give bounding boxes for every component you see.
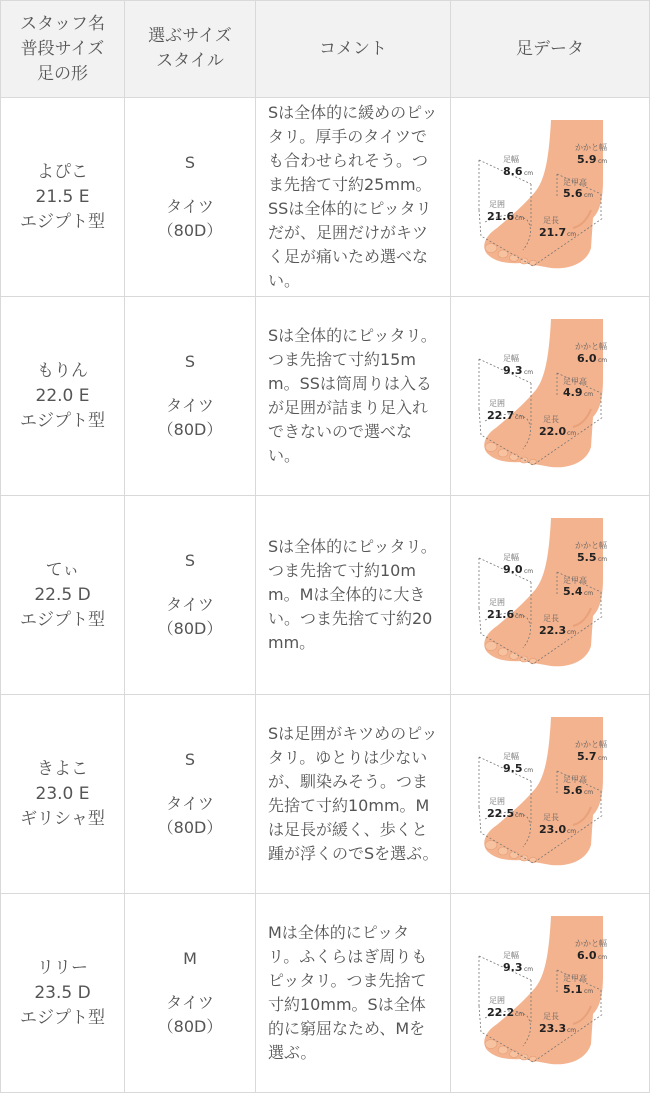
unit-length: cm bbox=[567, 828, 577, 835]
unit-heel: cm bbox=[598, 158, 608, 165]
toe-icon bbox=[485, 1040, 497, 1049]
toe-icon bbox=[530, 1056, 537, 1062]
unit-width: cm bbox=[524, 767, 534, 774]
foot-data-cell bbox=[451, 98, 650, 297]
toe-icon bbox=[485, 244, 497, 253]
usual-size: 22.0 E bbox=[35, 385, 90, 406]
size-cell bbox=[125, 894, 256, 1093]
toe-icon bbox=[530, 260, 537, 266]
value-instep: 4.9 bbox=[563, 386, 583, 399]
value-heel: 6.0 bbox=[577, 949, 597, 962]
foot-diagram bbox=[451, 695, 649, 893]
size-cell bbox=[125, 496, 256, 695]
comment-cell bbox=[256, 894, 451, 1093]
label-length: 足長 bbox=[543, 813, 559, 822]
label-instep: 足甲高 bbox=[563, 576, 587, 585]
unit-girth: cm bbox=[515, 215, 525, 222]
value-heel: 6.0 bbox=[577, 352, 597, 365]
value-heel: 5.9 bbox=[577, 153, 597, 166]
unit-heel: cm bbox=[598, 556, 608, 563]
foot-diagram bbox=[451, 98, 649, 296]
label-length: 足長 bbox=[543, 415, 559, 424]
table-row bbox=[1, 98, 650, 297]
chosen-size: S bbox=[184, 153, 196, 172]
unit-width: cm bbox=[524, 966, 534, 973]
label-heel: かかと幅 bbox=[575, 143, 607, 152]
toe-icon bbox=[510, 852, 519, 859]
value-girth: 22.5 bbox=[487, 807, 515, 820]
foot-shape: エジプト型 bbox=[20, 609, 105, 630]
label-length: 足長 bbox=[543, 1012, 559, 1021]
style-denier: （80D） bbox=[157, 619, 223, 638]
toe-icon bbox=[485, 443, 497, 452]
value-length: 22.0 bbox=[539, 425, 567, 438]
label-heel: かかと幅 bbox=[575, 541, 607, 550]
label-heel: かかと幅 bbox=[575, 740, 607, 749]
label-instep: 足甲高 bbox=[563, 775, 587, 784]
label-girth: 足囲 bbox=[489, 200, 505, 209]
toe-icon bbox=[530, 857, 537, 863]
header-size bbox=[125, 1, 256, 98]
toe-icon bbox=[510, 255, 519, 262]
value-instep: 5.6 bbox=[563, 187, 583, 200]
toe-icon bbox=[530, 459, 537, 465]
comment-cell bbox=[256, 98, 451, 297]
style-name: タイツ bbox=[166, 595, 214, 614]
comment-text: Sは全体的にピッタリ。つま先捨て寸約15mm。SSは筒周りは入るが足囲が詰まり足入れできないので選べない。 bbox=[268, 326, 437, 465]
staff-name: てぃ bbox=[45, 559, 80, 580]
comment-cell bbox=[256, 695, 451, 894]
staff-cell bbox=[1, 98, 125, 297]
label-girth: 足囲 bbox=[489, 996, 505, 1005]
toe-icon bbox=[485, 841, 497, 850]
comment-cell bbox=[256, 496, 451, 695]
foot-data-cell bbox=[451, 297, 650, 496]
chosen-size: S bbox=[184, 750, 196, 769]
label-instep: 足甲高 bbox=[563, 377, 587, 386]
size-cell bbox=[125, 695, 256, 894]
label-instep: 足甲高 bbox=[563, 974, 587, 983]
chosen-size: S bbox=[184, 551, 196, 570]
value-girth: 22.7 bbox=[487, 409, 515, 422]
label-length: 足長 bbox=[543, 216, 559, 225]
unit-length: cm bbox=[567, 629, 577, 636]
usual-size: 21.5 E bbox=[35, 186, 90, 207]
label-width: 足幅 bbox=[503, 951, 519, 960]
label-heel: かかと幅 bbox=[575, 939, 607, 948]
unit-width: cm bbox=[524, 170, 534, 177]
unit-girth: cm bbox=[515, 613, 525, 620]
header-size-line: スタイル bbox=[156, 51, 224, 71]
toe-icon bbox=[510, 1051, 519, 1058]
style-name: タイツ bbox=[166, 396, 214, 415]
header-comment: コメント bbox=[256, 1, 451, 98]
unit-width: cm bbox=[524, 568, 534, 575]
comment-cell bbox=[256, 297, 451, 496]
header-staff-line: 普段サイズ bbox=[20, 38, 105, 59]
label-girth: 足囲 bbox=[489, 797, 505, 806]
table-row bbox=[1, 894, 650, 1093]
style-name: タイツ bbox=[166, 794, 214, 813]
value-girth: 21.6 bbox=[487, 210, 515, 223]
label-length: 足長 bbox=[543, 614, 559, 623]
usual-size: 23.5 D bbox=[34, 982, 91, 1003]
comment-text: Sは全体的にピッタリ。つま先捨て寸約10mm。Mは全体的に大きい。つま先捨て寸約20mm。 bbox=[268, 537, 437, 652]
foot-diagram bbox=[451, 496, 649, 694]
label-width: 足幅 bbox=[503, 752, 519, 761]
style-denier: （80D） bbox=[157, 1017, 223, 1036]
toe-icon bbox=[498, 250, 508, 258]
value-length: 21.7 bbox=[539, 226, 567, 239]
header-size-line: 選ぶサイズ bbox=[148, 26, 232, 46]
label-girth: 足囲 bbox=[489, 598, 505, 607]
unit-instep: cm bbox=[584, 988, 594, 995]
toe-icon bbox=[498, 648, 508, 656]
size-cell bbox=[125, 297, 256, 496]
label-heel: かかと幅 bbox=[575, 342, 607, 351]
style-denier: （80D） bbox=[157, 420, 223, 439]
chosen-size: S bbox=[184, 352, 196, 371]
size-cell bbox=[125, 98, 256, 297]
label-girth: 足囲 bbox=[489, 399, 505, 408]
unit-instep: cm bbox=[584, 590, 594, 597]
style-name: タイツ bbox=[166, 993, 214, 1012]
chosen-size: M bbox=[183, 949, 197, 968]
foot-data-cell bbox=[451, 695, 650, 894]
toe-icon bbox=[485, 642, 497, 651]
value-width: 9.0 bbox=[503, 563, 523, 576]
staff-cell bbox=[1, 297, 125, 496]
unit-girth: cm bbox=[515, 414, 525, 421]
value-instep: 5.4 bbox=[563, 585, 583, 598]
staff-name: きよこ bbox=[37, 758, 88, 779]
toe-icon bbox=[510, 454, 519, 461]
unit-instep: cm bbox=[584, 391, 594, 398]
table-row bbox=[1, 496, 650, 695]
unit-length: cm bbox=[567, 231, 577, 238]
toe-icon bbox=[498, 847, 508, 855]
usual-size: 22.5 D bbox=[34, 584, 91, 605]
label-width: 足幅 bbox=[503, 354, 519, 363]
unit-length: cm bbox=[567, 1027, 577, 1034]
foot-diagram bbox=[451, 894, 649, 1092]
value-length: 23.3 bbox=[539, 1022, 567, 1035]
comment-text: Mは全体的にピッタリ。ふくらはぎ周りもピッタリ。つま先捨て寸約10mm。Sは全体的に窮屈なため、Mを選ぶ。 bbox=[268, 923, 428, 1062]
staff-name: リリー bbox=[37, 957, 88, 978]
staff-name: よぴこ bbox=[37, 161, 88, 182]
table-header-row bbox=[1, 1, 650, 98]
style-denier: （80D） bbox=[157, 221, 223, 240]
foot-diagram bbox=[451, 297, 649, 495]
staff-cell bbox=[1, 496, 125, 695]
foot-data-cell bbox=[451, 894, 650, 1093]
staff-cell bbox=[1, 894, 125, 1093]
unit-girth: cm bbox=[515, 1011, 525, 1018]
value-width: 9.3 bbox=[503, 364, 523, 377]
style-denier: （80D） bbox=[157, 818, 223, 837]
value-heel: 5.7 bbox=[577, 750, 597, 763]
staff-name: もりん bbox=[37, 360, 88, 381]
foot-data-cell bbox=[451, 496, 650, 695]
foot-shape: エジプト型 bbox=[20, 211, 105, 232]
toe-icon bbox=[530, 658, 537, 664]
value-width: 8.6 bbox=[503, 165, 523, 178]
style-name: タイツ bbox=[166, 197, 214, 216]
table-row bbox=[1, 695, 650, 894]
staff-cell bbox=[1, 695, 125, 894]
foot-shape: エジプト型 bbox=[20, 410, 105, 431]
toe-icon bbox=[510, 653, 519, 660]
usual-size: 23.0 E bbox=[35, 783, 90, 804]
unit-heel: cm bbox=[598, 954, 608, 961]
unit-heel: cm bbox=[598, 357, 608, 364]
unit-heel: cm bbox=[598, 755, 608, 762]
foot-shape: エジプト型 bbox=[20, 1007, 105, 1028]
value-heel: 5.5 bbox=[577, 551, 597, 564]
value-instep: 5.6 bbox=[563, 784, 583, 797]
toe-icon bbox=[498, 449, 508, 457]
header-staff-line: 足の形 bbox=[37, 63, 88, 84]
label-width: 足幅 bbox=[503, 155, 519, 164]
comment-text: Sは全体的に緩めのピッタリ。厚手のタイツでも合わせられそう。つま先捨て寸約25mm。SSは全体的にピッタリだが、足囲だけがキツく足が痛いため選べない。 bbox=[268, 103, 438, 290]
label-width: 足幅 bbox=[503, 553, 519, 562]
unit-instep: cm bbox=[584, 192, 594, 199]
unit-girth: cm bbox=[515, 812, 525, 819]
value-length: 22.3 bbox=[539, 624, 567, 637]
comment-text: Sは足囲がキツめのピッタリ。ゆとりは少ないが、馴染みそう。つま先捨て寸約10mm。Mは足長が緩く、歩くと踵が浮くのでSを選ぶ。 bbox=[268, 724, 439, 863]
value-girth: 22.2 bbox=[487, 1006, 515, 1019]
table-row bbox=[1, 297, 650, 496]
value-girth: 21.6 bbox=[487, 608, 515, 621]
toe-icon bbox=[498, 1046, 508, 1054]
header-staff bbox=[1, 1, 125, 98]
unit-length: cm bbox=[567, 430, 577, 437]
foot-shape: ギリシャ型 bbox=[20, 808, 105, 829]
header-foot-data: 足データ bbox=[451, 1, 650, 98]
unit-instep: cm bbox=[584, 789, 594, 796]
value-instep: 5.1 bbox=[563, 983, 583, 996]
value-width: 9.3 bbox=[503, 961, 523, 974]
value-width: 9.5 bbox=[503, 762, 523, 775]
header-staff-line: スタッフ名 bbox=[20, 13, 105, 34]
label-instep: 足甲高 bbox=[563, 178, 587, 187]
unit-width: cm bbox=[524, 369, 534, 376]
value-length: 23.0 bbox=[539, 823, 567, 836]
